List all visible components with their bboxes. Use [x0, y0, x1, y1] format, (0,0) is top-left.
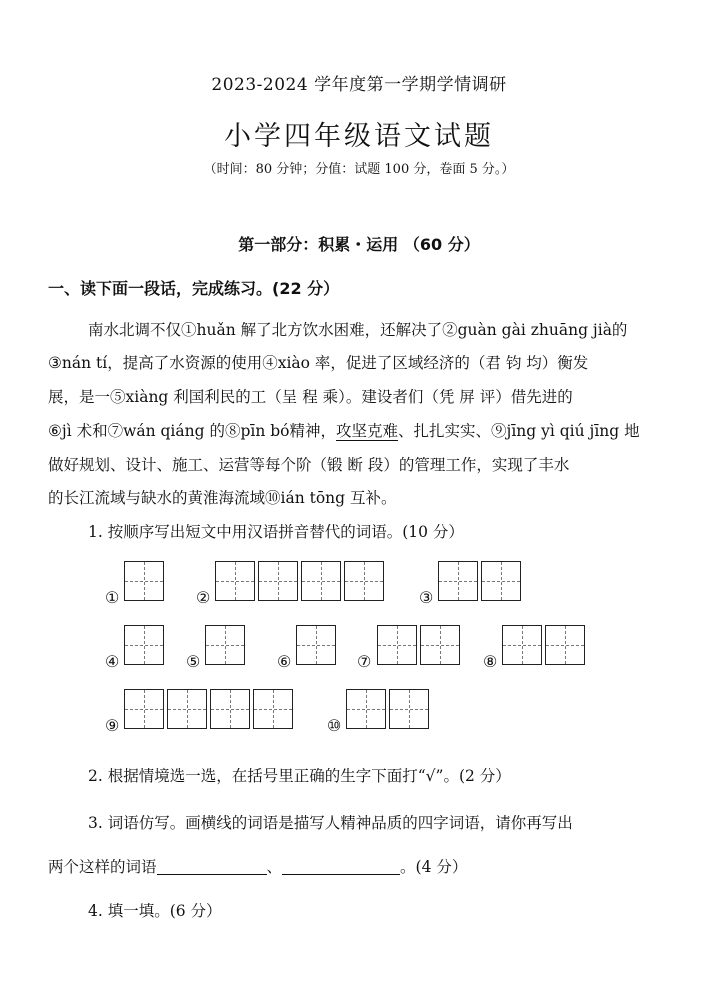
writing-cell[interactable] [258, 561, 298, 601]
grid-label-10: ⑩ [327, 716, 342, 735]
passage-line-4-end: 、扎扎实实、⑨jīng yì qiú jīng 地 [398, 422, 640, 440]
grid-label-5: ⑤ [186, 652, 201, 671]
writing-cell[interactable] [124, 561, 164, 601]
question-3-suffix: 。(4 分） [400, 858, 468, 876]
question-3-prefix: 两个这样的词语 [48, 858, 157, 876]
grid-label-7: ⑦ [357, 652, 372, 671]
writing-cell[interactable] [296, 625, 336, 665]
exam-title: 小学四年级语文试题 [224, 121, 494, 152]
section-heading: 一、读下面一段话，完成练习。(22 分） [48, 279, 340, 298]
writing-cell[interactable] [481, 561, 521, 601]
writing-cell[interactable] [502, 625, 542, 665]
passage-line-2: ③nán tí，提高了水资源的使用④xiào 率，促进了区域经济的（君 钧 均）衡发 [48, 354, 589, 372]
question-3-line-1: 3. 词语仿写。画横线的词语是描写人精神品质的四字词语，请你再写出 [88, 814, 573, 832]
passage-line-6: 的长江流域与缺水的黄淮海流域⑩ián tōng 互补。 [48, 489, 397, 507]
writing-cell[interactable] [215, 561, 255, 601]
grid-label-8: ⑧ [483, 652, 498, 671]
writing-cell[interactable] [420, 625, 460, 665]
writing-cell[interactable] [124, 625, 164, 665]
separator: 、 [266, 858, 283, 876]
underlined-phrase: 攻坚克难 [336, 422, 399, 440]
question-1: 1. 按顺序写出短文中用汉语拼音替代的词语。(10 分） [88, 523, 464, 541]
grid-label-9: ⑨ [105, 716, 120, 735]
writing-cell[interactable] [545, 625, 585, 665]
question-3-line-2 [48, 855, 467, 877]
grid-label-3: ③ [419, 588, 434, 607]
writing-cell[interactable] [438, 561, 478, 601]
answer-blank-1[interactable] [157, 859, 267, 876]
writing-cell[interactable] [301, 561, 341, 601]
writing-cell[interactable] [253, 689, 293, 729]
writing-cell[interactable] [389, 689, 429, 729]
passage-line-3: 展，是一⑤xiàng 利国利民的工（呈 程 乘）。建设者们（凭 屏 评）借先进的 [48, 388, 573, 406]
grid-label-2: ② [196, 588, 211, 607]
writing-cell[interactable] [344, 561, 384, 601]
writing-cell[interactable] [346, 689, 386, 729]
writing-cell[interactable] [377, 625, 417, 665]
grid-label-6: ⑥ [277, 652, 292, 671]
writing-cell[interactable] [205, 625, 245, 665]
writing-cell[interactable] [210, 689, 250, 729]
writing-cell[interactable] [124, 689, 164, 729]
passage-line-4-start: ⑥jì 术和⑦wán qiáng 的⑧pīn bó精神， [48, 422, 336, 440]
grid-label-4: ④ [105, 652, 120, 671]
passage-line-5: 做好规划、设计、施工、运营等每个阶（锻 断 段）的管理工作，实现了丰水 [48, 456, 570, 474]
part-title: 第一部分：积累・运用 （60 分） [238, 235, 480, 254]
passage-line-4 [48, 419, 640, 441]
writing-cell[interactable] [167, 689, 207, 729]
question-2: 2. 根据情境选一选，在括号里正确的生字下面打“√”。(2 分） [88, 767, 511, 785]
grid-label-1: ① [105, 588, 120, 607]
question-4: 4. 填一填。(6 分） [88, 902, 222, 920]
answer-blank-2[interactable] [282, 859, 400, 876]
exam-subtitle: （时间：80 分钟；分值：试题 100 分，卷面 5 分。） [203, 162, 515, 177]
passage-line-1: 南水北调不仅①huǎn 解了北方饮水困难，还解决了②guàn gài zhuāng jià的 [88, 321, 628, 339]
exam-header: 2023-2024 学年度第一学期学情调研 [211, 75, 507, 95]
